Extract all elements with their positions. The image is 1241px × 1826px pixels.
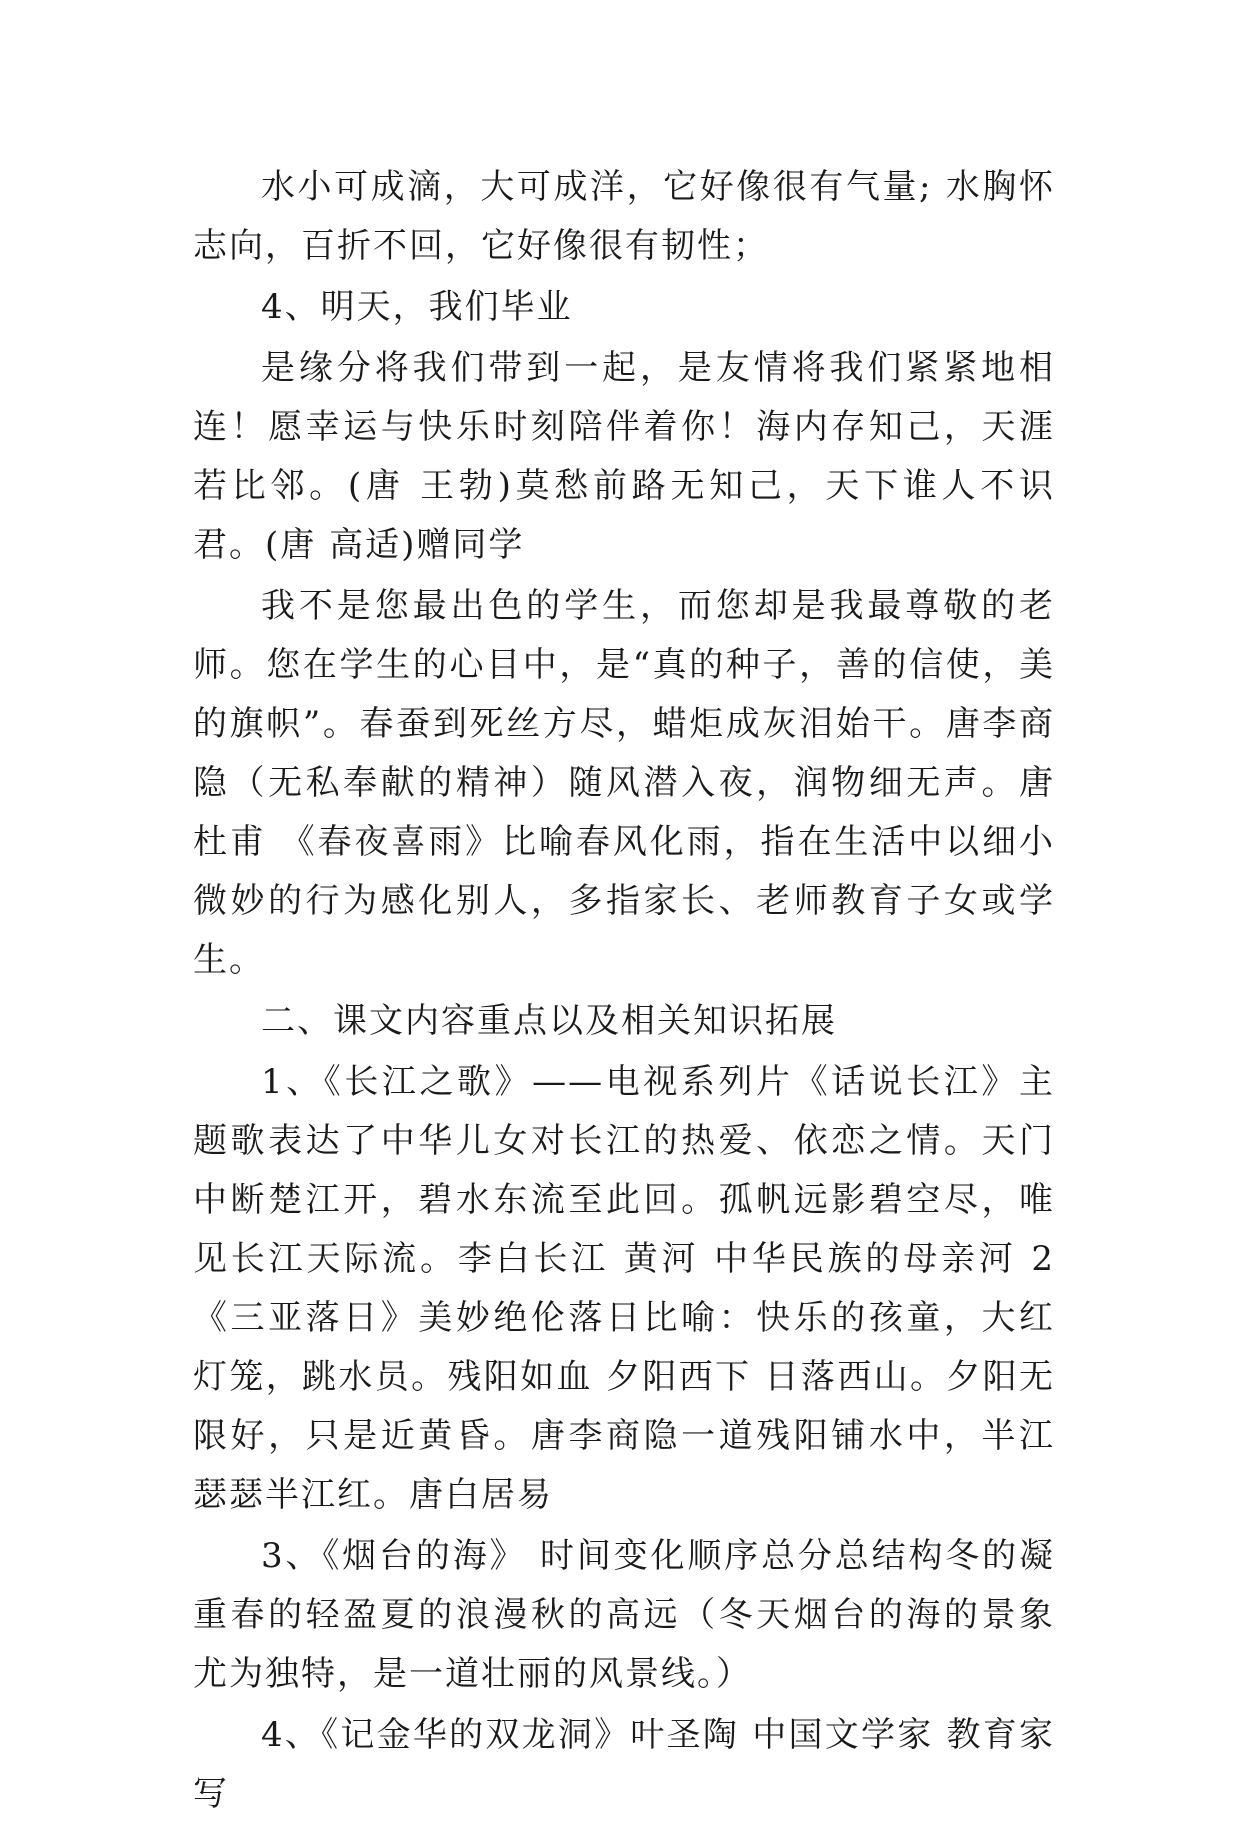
section-heading-graduation: 4、明天，我们毕业 [261,287,573,327]
section-heading-lesson-content: 二、课文内容重点以及相关知识拓展 [261,1001,837,1041]
paragraph-teacher: 我不是您最出色的学生，而您却是我最尊敬的老师。您在学生的心目中，是“真的种子，善的信使，美的旗帜”。春蚕到死丝方尽，蜡炬成灰泪始干。唐李商隐（无私奉献的精神）随风潜入夜，润物细无声。唐 杜甫 《春夜喜雨》比喻春风化雨，指在生活中以细小微妙的行为感化别人，多指家长、老师教育子女或学生。 [193,586,1055,980]
document-body [193,158,1055,1826]
paragraph-yantai-sea: 3、《烟台的海》 时间变化顺序总分总结构冬的凝重春的轻盈夏的浪漫秋的高远（冬天烟台的海的景象尤为独特，是一道壮丽的风景线。） [193,1536,1055,1694]
paragraph-water: 水小可成滴，大可成洋，它好像很有气量; 水胸怀志向，百折不回，它好像很有韧性； [193,167,1055,266]
paragraph-yangtze-song: 1、《长江之歌》——电视系列片《话说长江》主题歌表达了中华儿女对长江的热爱、依恋之情。天门中断楚江开，碧水东流至此回。孤帆远影碧空尽，唯见长江天际流。李白长江 黄河 中华民族的母亲河 2《三亚落日》美妙绝伦落日比喻：快乐的孩童，大红灯笼，跳水员。残阳如血 夕阳西下 日落西山。夕阳无限好，只是近黄昏。唐李商隐一道残阳铺水中，半江瑟瑟半江红。唐白居易 [193,1062,1055,1515]
paragraph-shuanglong-cave: 4、《记金华的双龙洞》叶圣陶 中国文学家 教育家 写 [193,1715,1055,1814]
paragraph-friendship: 是缘分将我们带到一起，是友情将我们紧紧地相连！愿幸运与快乐时刻陪伴着你！海内存知己，天涯若比邻。(唐 王勃)莫愁前路无知己，天下谁人不识君。(唐 高适)赠同学 [193,348,1055,565]
